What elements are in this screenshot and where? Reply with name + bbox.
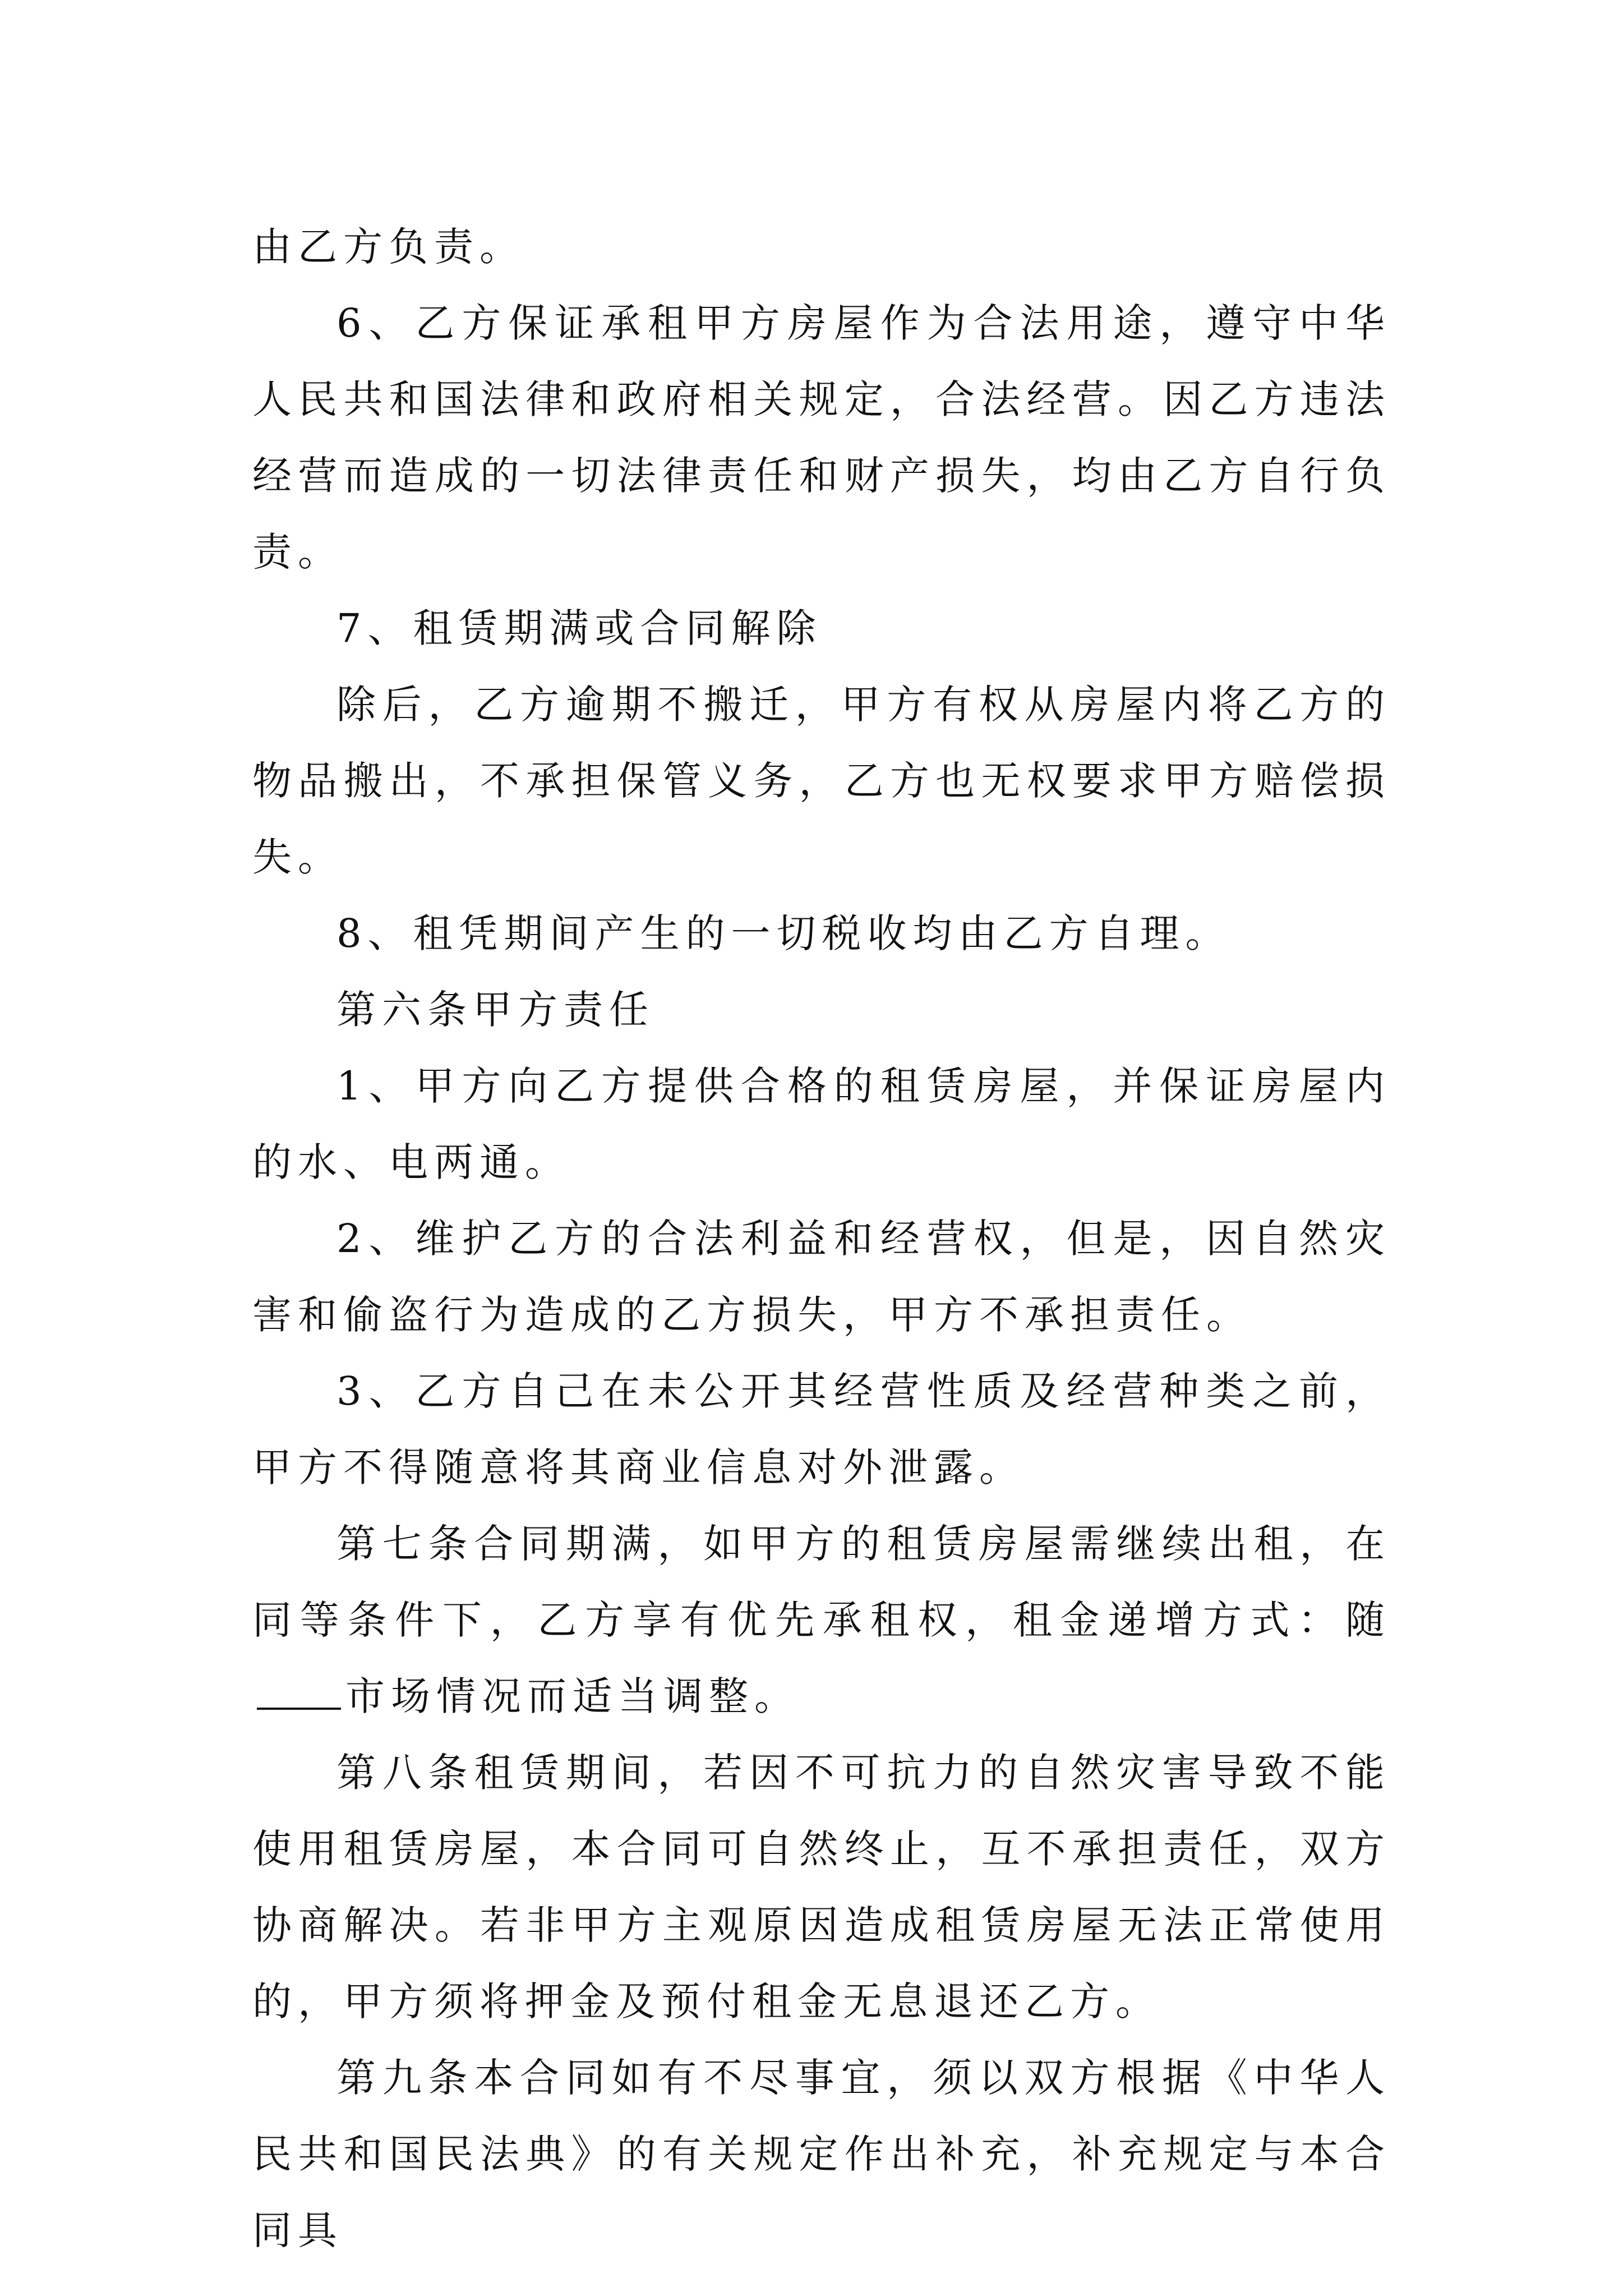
article-7-text-after: 市场情况而适当调整。 bbox=[345, 1673, 800, 1719]
article-7 bbox=[252, 1506, 1391, 1734]
clause-7-continued: 除后，乙方逾期不搬迁，甲方有权从房屋内将乙方的物品搬出，不承担保管义务，乙方也无权要求甲方赔偿损失。 bbox=[252, 682, 1391, 880]
paragraph-continuation: 由乙方负责。 bbox=[252, 224, 525, 270]
clause-6: 6、乙方保证承租甲方房屋作为合法用途，遵守中华人民共和国法律和政府相关规定，合法经营。因乙方违法经营而造成的一切法律责任和财产损失，均由乙方自行负责。 bbox=[252, 300, 1391, 575]
article-9: 第九条本合同如有不尽事宜，须以双方根据《中华人民共和国民法典》的有关规定作出补充，补充规定与本合同具 bbox=[252, 2055, 1391, 2253]
document-body bbox=[252, 209, 1391, 2269]
clause-8: 8、租凭期间产生的一切税收均由乙方自理。 bbox=[336, 910, 1231, 956]
article-6-heading: 第六条甲方责任 bbox=[336, 987, 654, 1033]
article-6-clause-1: 1、甲方向乙方提供合格的租赁房屋，并保证房屋内的水、电两通。 bbox=[252, 1063, 1391, 1185]
article-6-clause-2: 2、维护乙方的合法利益和经营权，但是，因自然灾害和偷盗行为造成的乙方损失，甲方不承担责任。 bbox=[252, 1216, 1391, 1338]
fill-in-blank bbox=[257, 1677, 341, 1710]
clause-7: 7、租赁期满或合同解除 bbox=[336, 605, 822, 651]
article-8: 第八条租赁期间，若因不可抗力的自然灾害导致不能使用租赁房屋，本合同可自然终止，互不承担责任，双方协商解决。若非甲方主观原因造成租赁房屋无法正常使用的，甲方须将押金及预付租金无息退还乙方。 bbox=[252, 1750, 1391, 2024]
article-6-clause-3: 3、乙方自己在未公开其经营性质及经营种类之前，甲方不得随意将其商业信息对外泄露。 bbox=[252, 1368, 1391, 1490]
article-7-text-before: 第七条合同期满，如甲方的租赁房屋需继续出租，在同等条件下，乙方享有优先承租权，租金递增方式：随 bbox=[252, 1521, 1391, 1643]
